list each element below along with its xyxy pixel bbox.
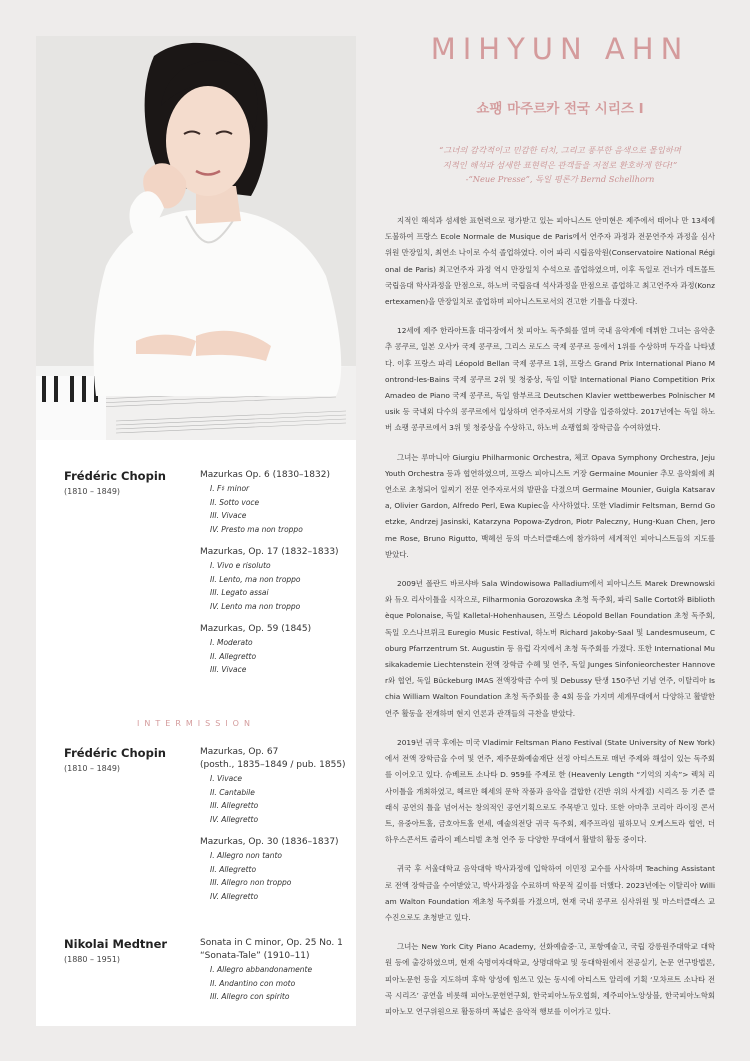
work-item bbox=[200, 469, 360, 536]
composer-years: (1810 – 1849) bbox=[64, 764, 121, 773]
works-list bbox=[200, 746, 360, 913]
intermission-label: INTERMISSION bbox=[137, 719, 255, 728]
bio-paragraph: 그녀는 루마니아 Giurgiu Philharmonic Orchestra, 체코 Opava Symphony Orchestra, Jeju Youth Orchestra 등과 협연하였으며, 프랑스 피아니스트 거장 Germaine Mounier 추모 음악회에 최연소로 초청되어 일찌기 전문 연주자로서의 발판을 다졌으며 Germaine Mounier, Guigla Katsarava, Olivier Gardon, Alfredo Perl, Ewa Kupiec을 사사하였다. 또한 Vladimir Feltsman, Bernd Goetzke, Andrzej Jasinski, Katarzyna Popowa-Zydron, Piotr Paleczny, Hung-Kuan Chen, Jerome Rose, Bruno Rigutto, 백혜선 등의 마스터클래스에 참가하여 세계적인 피아니스트들의 지도를 받았다. bbox=[385, 452, 715, 559]
composer-years: (1810 – 1849) bbox=[64, 487, 121, 496]
movement: II. Allegretto bbox=[210, 651, 257, 661]
movement: I. Moderato bbox=[210, 638, 253, 647]
page-title: MIHYUN AHN bbox=[430, 32, 690, 66]
bio-paragraph: 2019년 귀국 후에는 미국 Vladimir Feltsman Piano Festival (State University of New York)에서 전액 장학금을 수여 및 연주, 제주문화예술재단 선정 아티스트로 매년 주제와 해설이 있는 독주회를 이어오고 있다. 슈베르트 소나타 D. 959를 주제로 한 (Heavenly Length “기억의 지속”> 렉처 리사이틀을 개최하였고, 헤르만 헤세의 문학 작품과 음악을 결합한 (건반 위의 사계절) 시리즈 등 기존 클래식 공연의 틀을 넘어서는 창의적인 공연기획으로도 주목받고 있다. 또한 아마추 코리아 라이징 콘서트, 유중아트홀, 금호아트홀 연세, 예술의전당 귀국 독주회, 제주프라임 필하모닉 오케스트라 협연, 더하우스콘서트 줄라이 페스티벌 초청 연주 등 다양한 무대에서 활발히 활동 중이다. bbox=[385, 737, 715, 845]
page-subtitle: 쇼팽 마주르카 전국 시리즈 I bbox=[476, 101, 644, 117]
work-title: Mazurkas, Op. 17 (1832–1833) bbox=[200, 547, 339, 557]
quote-line: “그녀의 감각적이고 민감한 터치, 그리고 풍부한 음색으로 몰입하며 bbox=[439, 145, 681, 155]
composer-name: Frédéric Chopin bbox=[64, 469, 166, 483]
movement: II. Cantabile bbox=[210, 787, 255, 797]
bio-paragraph: 귀국 후 서울대학교 음악대학 박사과정에 입학하여 이민정 교수를 사사하며 Teaching Assistant로 전액 장학금을 수여받았고, 박사과정을 수료하며 학문적 깊이를 더했다. 2023년에는 이탈리아 William Walton Foundation 재초청 독주회를 가졌으며, 현재 국내 콩쿠르 심사위원 및 마스터클래스 교수진으로도 초청받고 있다. bbox=[385, 864, 715, 922]
movement: IV. Presto ma non troppo bbox=[210, 524, 303, 534]
movement: III. Vivace bbox=[210, 511, 247, 520]
work-item bbox=[200, 546, 360, 613]
composer-years: (1880 – 1951) bbox=[64, 955, 121, 964]
pianist-portrait-photo bbox=[36, 36, 356, 440]
composer-info bbox=[64, 469, 194, 496]
movement: III. Allegretto bbox=[210, 801, 259, 810]
bio-paragraph: 2009년 폴란드 바르샤바 Sala Windowisowa Palladium에서 피아니스트 Marek Drewnowski와 듀오 리사이틀을 시작으로, Filharmonia Gorozowska 초청 독주회, 파리 Salle Cortot와 Bibliothèque Polonaise, 독일 Kalletal-Hohenhausen, 프랑스 Léopold Bellan Foundation 초청 독주회, 독일 오스나브뤼크 Euregio Music Festival, 하노버 Richard Jakoby-Saal 및 Landesmuseum, Coburg Pfarrzentrum St. Augustin 등 유럽 각지에서 초청 독주회를 가졌다. 또한 International Musikakademie Liechtenstein 전액 장학금 수혜 및 연주, 독일 Junges Sinfonieorchester Hannover와 협연, 독일 Bückeburg IMAS 전액장학금 수여 및 Debussy 탄생 150주년 기념 연주, 이탈리아 Ischia William Walton Foundation 초청 독주회를 총 4회 등을 가지며 세계무대에서 다양하고 활발한 연주 활동을 전개하며 현지 언론과 관객들의 극찬을 받았다. bbox=[385, 579, 715, 718]
movement: III. Vivace bbox=[210, 665, 247, 674]
work-subtitle: (posth., 1835–1849 / pub. 1855) bbox=[200, 760, 346, 770]
movement: IV. Lento ma non troppo bbox=[210, 601, 301, 611]
movement: I. Vivo e risoluto bbox=[210, 561, 271, 570]
press-quote bbox=[370, 143, 750, 187]
movement: I. F♯ minor bbox=[210, 484, 250, 493]
movement: III. Allegro con spirito bbox=[210, 992, 290, 1001]
quote-line: 지적인 해석과 섬세한 표현력은 관객들을 저절로 환호하게 한다!” bbox=[442, 159, 678, 170]
work-item bbox=[200, 836, 360, 903]
biography bbox=[385, 213, 715, 1033]
movement: I. Allegro abbandonamente bbox=[210, 965, 313, 974]
composer-name: Nikolai Medtner bbox=[64, 937, 168, 951]
bio-paragraph: 그녀는 New York City Piano Academy, 선화예술중·고, 포항예술고, 국립 강릉원주대학교 대학원 등에 출강하였으며, 현재 숙명여자대학교, 상명대학교 및 동대학원에서 전공실기, 논문 연구방법론, 피아노문헌 등을 지도하며 후학 양성에 힘쓰고 있는 동시에 아티스트 알리에 기획 ‘모차르트 소나타 전곡 시리즈’ 공연을 비롯해 피아노문헌연구회, 한국피아노듀오협회, 제주피아노앙상블, 한국피아노학회 피아노모 연구위원으로 활동하며 폭넓은 음악적 행보를 이어가고 있다. bbox=[385, 942, 715, 1016]
work-item bbox=[200, 937, 360, 1004]
movement: IV. Allegretto bbox=[210, 814, 259, 824]
movement: IV. Allegretto bbox=[210, 891, 259, 901]
work-title: Mazurkas, Op. 67 bbox=[200, 747, 279, 757]
composer-info bbox=[64, 746, 194, 773]
work-title: Sonata in C minor, Op. 25 No. 1 bbox=[200, 938, 343, 948]
composer-name: Frédéric Chopin bbox=[64, 746, 166, 760]
composer-info bbox=[64, 937, 194, 964]
movement: III. Legato assai bbox=[210, 588, 269, 597]
movement: II. Lento, ma non troppo bbox=[210, 574, 301, 584]
movement: II. Sotto voce bbox=[210, 497, 260, 507]
bio-paragraph: 지적인 해석과 섬세한 표현력으로 평가받고 있는 피아니스트 안미현은 제주에서 태어나 만 13세에 도불하여 프랑스 Ecole Normale de Musique de Paris에서 연주자 과정과 전문연주자 과정을 심사위원 만장일치, 최연소 나이로 수석 졸업하였다. 이어 파리 시립음악원(Conservatoire National Régional de Paris) 최고연주자 과정 역시 만장일치 수석으로 졸업하였으며, 이후 독일로 건너가 데트몰트 국립음대 학사과정을 만점으로, 하노버 국립음대 석사과정을 만점으로 졸업하고 최고연주자 과정(Konzertexamen)을 만장일치로 졸업하며 피아니스트로서의 견고한 기틀을 다졌다. bbox=[385, 216, 715, 307]
movement: I. Allegro non tanto bbox=[210, 851, 283, 860]
work-title: Mazurkas Op. 6 (1830–1832) bbox=[200, 470, 330, 480]
quote-attribution: -“Neue Presse”, 독일 평론가 Bernd Schellhorn bbox=[465, 174, 655, 184]
movement: I. Vivace bbox=[210, 774, 242, 783]
work-subtitle: “Sonata-Tale” (1910–11) bbox=[200, 951, 310, 961]
movement: III. Allegro non troppo bbox=[210, 878, 292, 887]
bio-paragraph: 12세에 제주 한라아트홀 대극장에서 첫 피아노 독주회를 열며 국내 음악계에 데뷔한 그녀는 음악춘추 콩쿠르, 일본 오사카 국제 콩쿠르, 그리스 로도스 국제 콩쿠르 등에서 1위를 수상하며 두각을 나타냈다. 이후 프랑스 파리 Léopold Bellan 국제 콩쿠르 1위, 프랑스 Grand Prix International Piano Montrond-les-Bains 국제 콩쿠르 2위 및 청중상, 독일 이탈 International Piano Competition Prix Amadeo de Piano 국제 콩쿠르, 독일 함부르크 Deutschen Klavier wettbewerbes Polnischer Musik 등 국내외 다수의 콩쿠르에서 입상하며 연주자로서의 기량을 입증하였다. 2017년에는 독일 하노버 쇼팽 콩쿠르에서 3위 및 청중상을 수상하고, 하노버 쇼팽협회 장학금을 수여하였다. bbox=[385, 326, 715, 433]
work-title: Mazurkas, Op. 30 (1836–1837) bbox=[200, 837, 339, 847]
works-list bbox=[200, 937, 360, 1014]
work-item bbox=[200, 746, 360, 826]
works-list bbox=[200, 469, 360, 687]
movement: II. Allegretto bbox=[210, 864, 257, 874]
movement: II. Andantino con moto bbox=[210, 978, 296, 988]
work-item bbox=[200, 623, 360, 677]
work-title: Mazurkas, Op. 59 (1845) bbox=[200, 624, 312, 634]
